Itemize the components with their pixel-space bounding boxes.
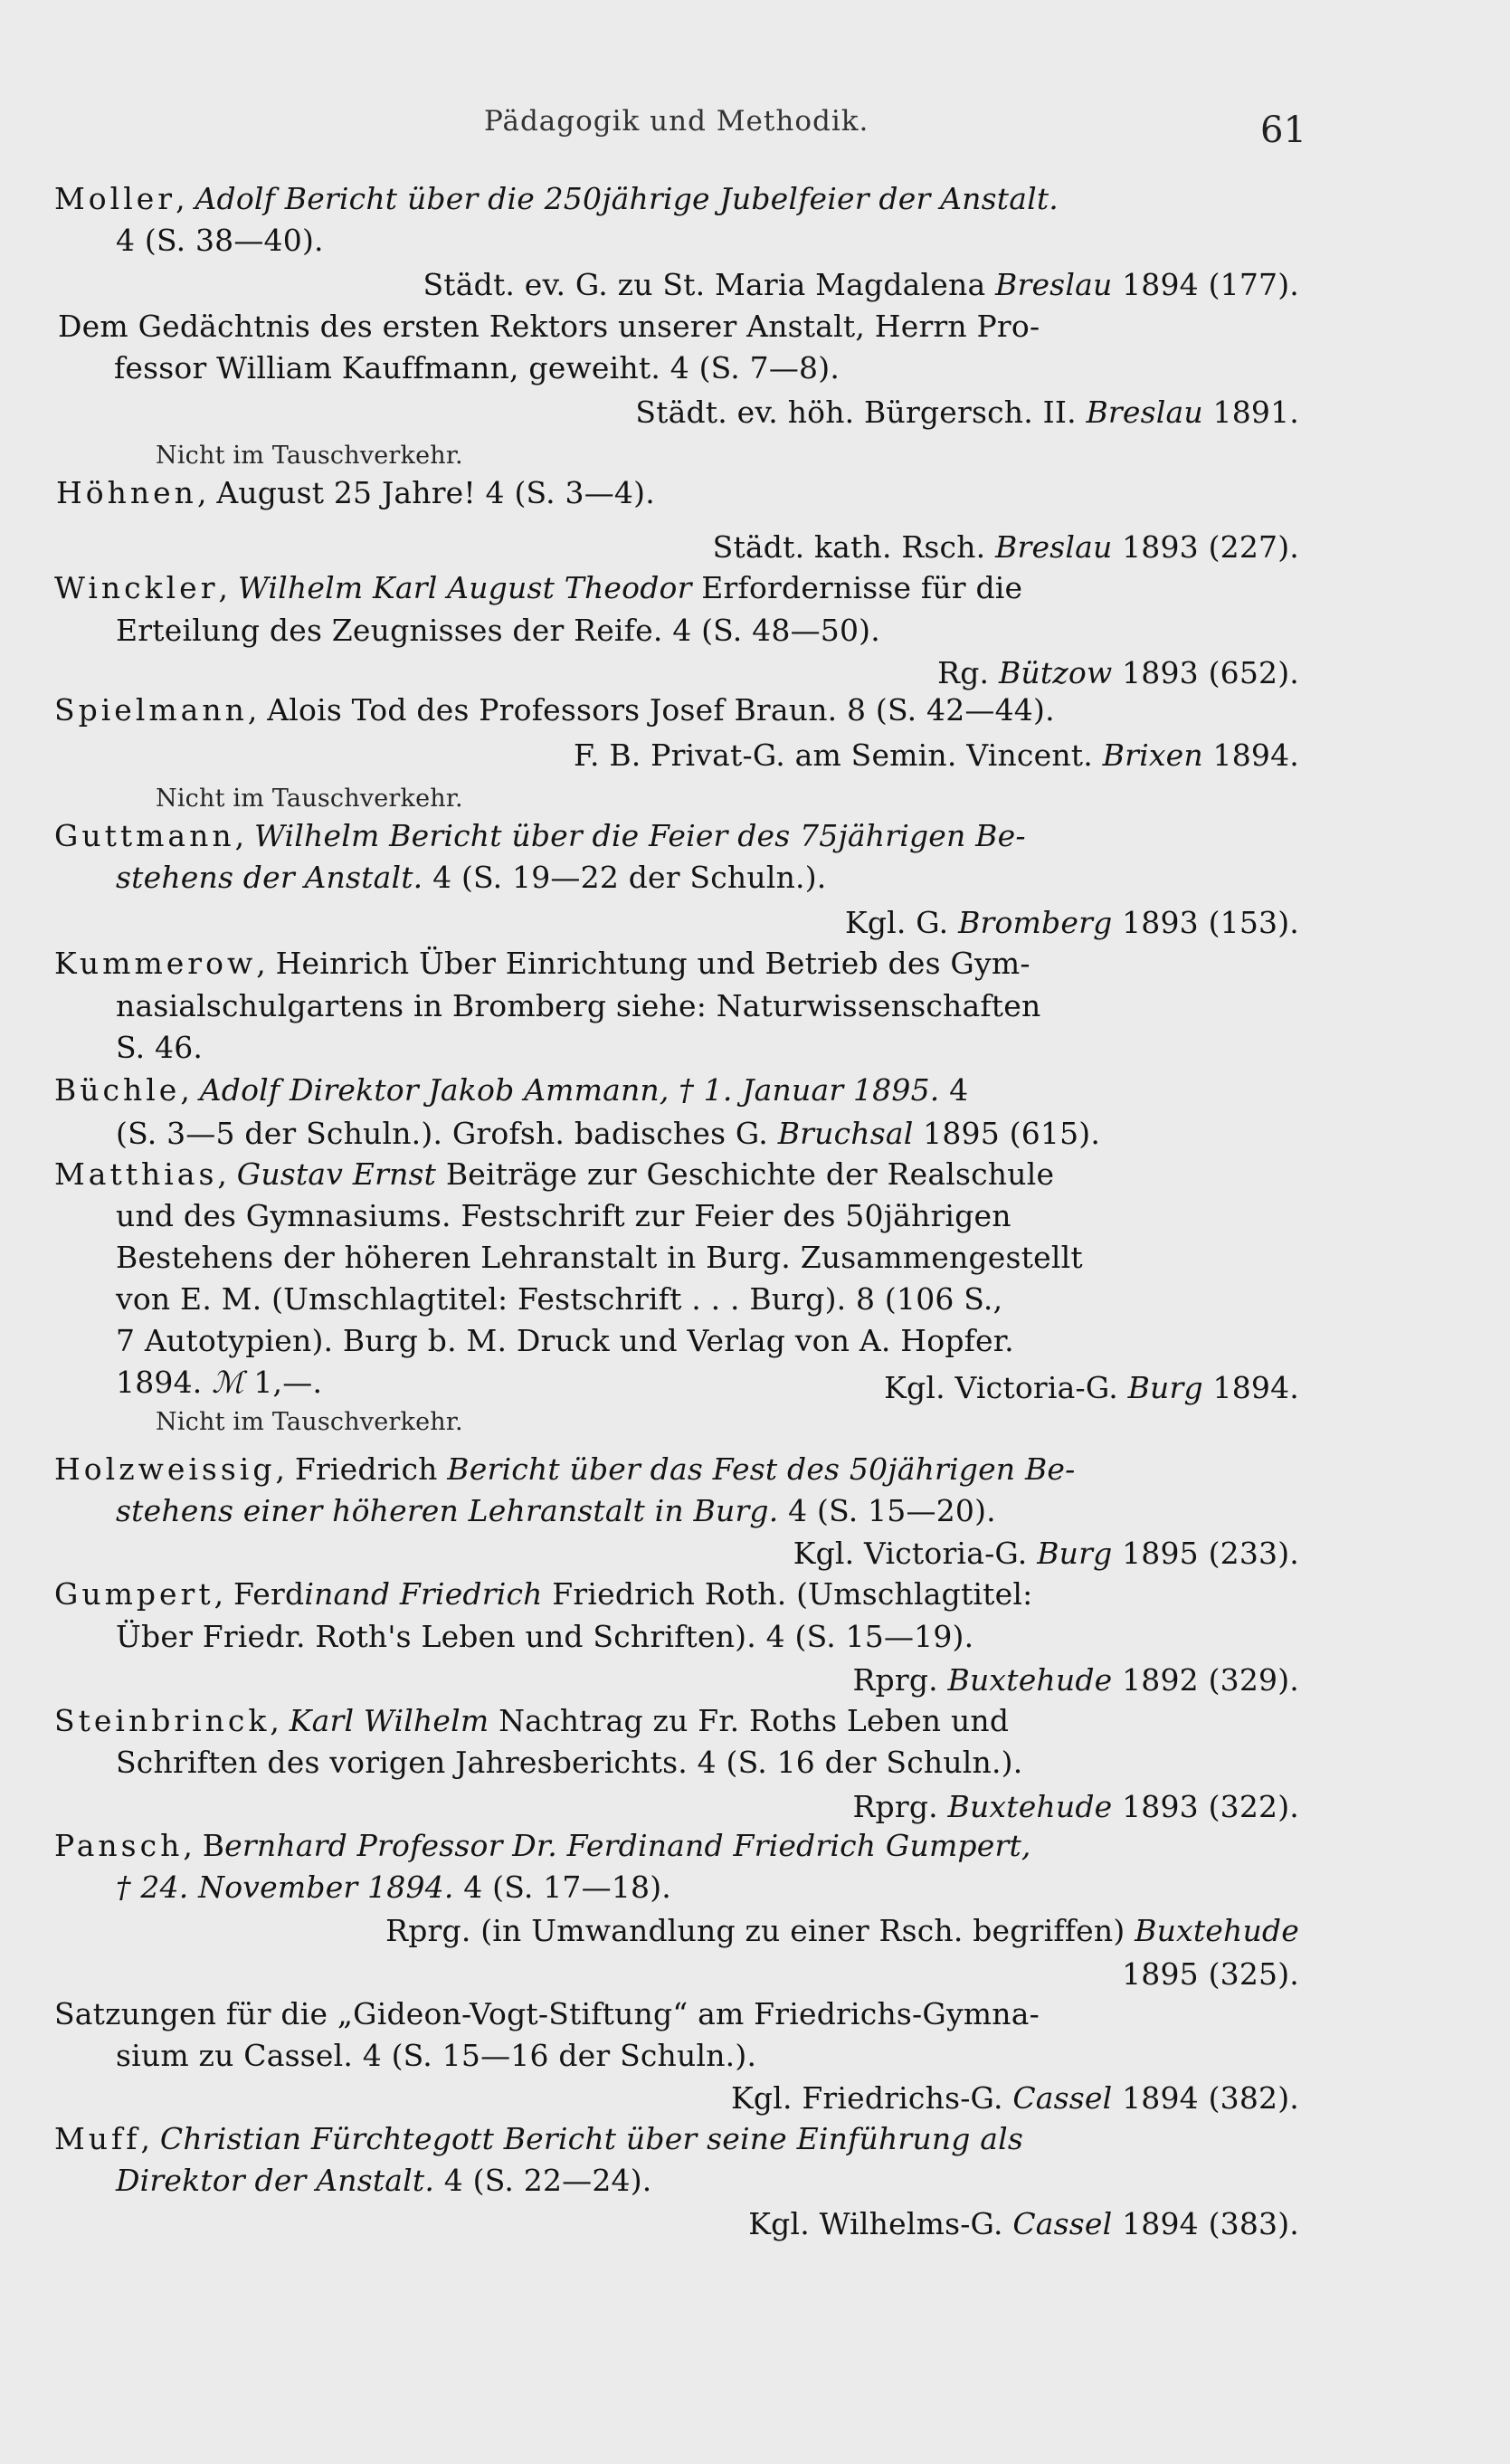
italic-segment: ℳ — [212, 1365, 244, 1400]
entry-line — [116, 1745, 1022, 1781]
author-surname: Holzweissig — [54, 1451, 276, 1487]
text-segment: 1893 (153). — [1112, 905, 1299, 940]
text-segment: , — [270, 1703, 290, 1738]
text-segment: Satzungen für die „Gideon-Vogt-Stiftung“ am Friedrichs-Gymna- — [54, 1996, 1040, 2031]
entry-line — [54, 1156, 1054, 1193]
entry-line — [56, 475, 655, 511]
italic-segment: inand Friedrich — [304, 1576, 543, 1612]
author-surname: Guttmann — [54, 818, 235, 853]
author-surname: Winckler — [54, 570, 219, 605]
text-segment: Nachtrag zu Fr. Roths Leben und — [489, 1703, 1010, 1738]
text-segment: Kgl. Victoria-G. — [793, 1536, 1038, 1571]
text-segment: , Alois Tod des Professors Josef Braun. 8 (S. 42—44). — [247, 692, 1055, 728]
author-surname: Pansch — [54, 1828, 184, 1863]
entry-line — [116, 613, 880, 649]
entry-line — [114, 350, 840, 386]
italic-segment: Wilhelm Bericht über die Feier des 75jährigen Be- — [254, 818, 1026, 853]
author-surname: Kummerow — [54, 946, 257, 981]
text-segment: 1893 (322). — [1112, 1789, 1299, 1824]
text-segment: , — [218, 570, 238, 605]
text-segment: , Ferd — [214, 1576, 305, 1612]
text-segment: Bestehens der höheren Lehranstalt in Burg. Zusammengestellt — [116, 1240, 1083, 1275]
text-segment: und des Gymnasiums. Festschrift zur Feier des 50jährigen — [116, 1198, 1011, 1233]
text-segment: (S. 3—5 der Schuln.). Grofsh. badisches G. — [116, 1116, 778, 1151]
italic-segment: Brixen — [1102, 737, 1203, 773]
text-segment: 4 — [939, 1072, 969, 1108]
italic-segment: Adolf Direktor Jakob Ammann, † 1. Januar 1895. — [199, 1072, 940, 1108]
text-segment: , — [176, 181, 195, 216]
entry-line — [54, 1451, 1075, 1488]
entry-line — [116, 1198, 1011, 1234]
text-segment: , B — [183, 1828, 225, 1863]
text-segment: 4 (S. 19—22 der Schuln.). — [423, 860, 827, 895]
author-surname: Büchle — [54, 1072, 181, 1108]
entry-line — [54, 818, 1026, 854]
text-segment: 4 (S. 22—24). — [434, 2163, 652, 2198]
author-surname: Muff — [54, 2121, 141, 2156]
italic-segment: Wilhelm Karl August Theodor — [237, 570, 692, 605]
entry-line — [116, 1365, 322, 1401]
italic-segment: Breslau — [1086, 395, 1203, 430]
author-surname: Spielmann — [54, 692, 248, 728]
entry-line — [852, 1662, 1299, 1698]
italic-segment: Burg — [1127, 1370, 1203, 1405]
italic-segment: Buxtehude — [947, 1789, 1113, 1824]
entry-line — [116, 2163, 652, 2199]
entry-line — [54, 1996, 1040, 2032]
text-segment: 4 (S. 17—18). — [453, 1869, 671, 1905]
text-segment: nasialschulgartens in Bromberg siehe: Naturwissenschaften — [116, 988, 1041, 1023]
italic-segment: Bützow — [998, 655, 1113, 690]
text-segment: Rprg. — [852, 1662, 948, 1698]
running-header: Pädagogik und Methodik. — [484, 105, 869, 138]
text-segment: Städt. ev. höh. Bürgersch. II. — [635, 395, 1087, 430]
text-segment: 1891. — [1202, 395, 1299, 430]
italic-segment: Breslau — [995, 529, 1113, 565]
entry-line — [156, 435, 463, 474]
entry-line — [116, 860, 826, 896]
text-segment: 4 (S. 15—20). — [778, 1493, 996, 1528]
author-surname: Gumpert — [54, 1576, 214, 1612]
italic-segment: Buxtehude — [1135, 1913, 1299, 1948]
note-text: Nicht im Tauschverkehr. — [156, 1408, 463, 1436]
text-segment: Erfordernisse für die — [691, 570, 1023, 605]
text-segment: von E. M. (Umschlagtitel: Festschrift . . . Burg). 8 (106 S., — [116, 1281, 1003, 1317]
text-segment: Städt. kath. Rsch. — [712, 529, 996, 565]
text-segment: Erteilung des Zeugnisses der Reife. 4 (S. 48—50). — [116, 613, 880, 648]
note-text: Nicht im Tauschverkehr. — [156, 785, 463, 813]
entry-line — [1122, 1956, 1299, 1993]
entry-line — [385, 1913, 1299, 1949]
italic-segment: Cassel — [1012, 2080, 1113, 2116]
text-segment: Kgl. Wilhelms-G. — [748, 2206, 1013, 2241]
text-segment: S. 46. — [116, 1030, 204, 1065]
italic-segment: Adolf Bericht über die 250jährige Jubelfeier der Anstalt. — [195, 181, 1059, 216]
text-segment: 1894. — [1202, 737, 1299, 773]
text-segment: , Friedrich — [275, 1451, 448, 1487]
entry-line — [748, 2206, 1299, 2242]
entry-line — [54, 570, 1022, 606]
text-segment: Schriften des vorigen Jahresberichts. 4 (S. 16 der Schuln.). — [116, 1745, 1023, 1780]
text-segment: , — [140, 2121, 160, 2156]
entry-line — [852, 1789, 1299, 1825]
text-segment: 7 Autotypien). Burg b. M. Druck und Verlag von A. Hopfer. — [116, 1323, 1014, 1358]
entry-line — [116, 1493, 996, 1529]
entry-line — [54, 2121, 1023, 2157]
text-segment: 1894 (177). — [1112, 267, 1299, 302]
italic-segment: Direktor der Anstalt. — [116, 2163, 435, 2198]
text-segment: 1895 (615). — [913, 1116, 1101, 1151]
text-segment: , August 25 Jahre! 4 (S. 3—4). — [196, 475, 655, 510]
text-segment: Rprg. (in Umwandlung zu einer Rsch. begriffen) — [385, 1913, 1135, 1948]
text-segment: Rg. — [937, 655, 999, 690]
italic-segment: Burg — [1037, 1536, 1113, 1571]
text-segment: 1,—. — [243, 1365, 323, 1400]
entry-line — [116, 1030, 203, 1066]
entry-line — [54, 181, 1059, 217]
italic-segment: stehens einer höheren Lehranstalt in Burg. — [116, 1493, 779, 1528]
entry-line — [54, 1576, 1032, 1613]
text-segment: , Heinrich Über Einrichtung und Betrieb des Gym- — [256, 946, 1030, 981]
entry-line — [54, 1072, 968, 1108]
italic-segment: Bruchsal — [777, 1116, 914, 1151]
text-segment: 1892 (329). — [1112, 1662, 1299, 1698]
entry-line — [54, 946, 1030, 982]
text-segment: Dem Gedächtnis des ersten Rektors unserer Anstalt, Herrn Pro- — [58, 309, 1040, 344]
italic-segment: Breslau — [995, 267, 1113, 302]
text-segment: 4 (S. 38—40). — [116, 223, 324, 258]
text-segment: 1894. — [116, 1365, 213, 1400]
italic-segment: † 24. November 1894. — [116, 1869, 454, 1905]
italic-segment: Karl Wilhelm — [289, 1703, 489, 1738]
entry-line — [884, 1370, 1299, 1406]
entry-line — [116, 1240, 1083, 1276]
text-segment: 1894. — [1202, 1370, 1299, 1405]
entry-line — [116, 1281, 1002, 1318]
entry-line — [731, 2080, 1299, 2117]
italic-segment: Cassel — [1012, 2206, 1113, 2241]
entry-line — [156, 778, 463, 817]
page-number: 61 — [1260, 109, 1307, 151]
text-segment: Friedrich Roth. (Umschlagtitel: — [542, 1576, 1033, 1612]
author-surname: Moller — [54, 181, 176, 216]
text-segment: Über Friedr. Roth's Leben und Schriften). 4 (S. 15—19). — [116, 1619, 974, 1654]
text-segment: Städt. ev. G. zu St. Maria Magdalena — [423, 267, 996, 302]
text-segment: 1894 (383). — [1112, 2206, 1299, 2241]
italic-segment: stehens der Anstalt. — [116, 860, 423, 895]
entry-line — [54, 1828, 1031, 1864]
text-segment: , — [234, 818, 255, 853]
text-segment: Kgl. Victoria-G. — [884, 1370, 1128, 1405]
text-segment: 1893 (227). — [1112, 529, 1299, 565]
text-segment: 1895 (325). — [1122, 1956, 1299, 1992]
text-segment: , — [180, 1072, 200, 1108]
author-surname: Steinbrinck — [54, 1703, 271, 1738]
note-text: Nicht im Tauschverkehr. — [156, 442, 463, 470]
entry-line — [54, 1703, 1009, 1739]
entry-line — [116, 1323, 1014, 1359]
italic-segment: Gustav Ernst — [236, 1156, 437, 1192]
entry-line — [635, 395, 1299, 431]
text-segment: 1895 (233). — [1112, 1536, 1299, 1571]
text-segment: 1894 (382). — [1112, 2080, 1299, 2116]
entry-line — [937, 655, 1299, 691]
text-segment: Beiträge zur Geschichte der Realschule — [436, 1156, 1055, 1192]
italic-segment: ernhard Professor Dr. Ferdinand Friedrich Gumpert, — [224, 1828, 1031, 1863]
author-surname: Höhnen — [56, 475, 197, 510]
text-segment: 1893 (652). — [1112, 655, 1299, 690]
entry-line — [116, 2038, 756, 2074]
entry-line — [116, 988, 1040, 1024]
entry-line — [116, 1869, 671, 1906]
text-segment: Rprg. — [852, 1789, 948, 1824]
entry-line — [116, 223, 324, 259]
entry-line — [713, 529, 1299, 566]
entry-line — [116, 1116, 1100, 1152]
italic-segment: Christian Fürchtegott Bericht über seine Einführung als — [159, 2121, 1024, 2156]
entry-line — [54, 692, 1055, 728]
entry-line — [845, 905, 1299, 941]
text-segment: sium zu Cassel. 4 (S. 15—16 der Schuln.). — [116, 2038, 757, 2073]
italic-segment: Buxtehude — [947, 1662, 1113, 1698]
entry-line — [116, 1619, 973, 1655]
text-segment: fessor William Kauffmann, geweiht. 4 (S. 7—8). — [114, 350, 840, 385]
entry-line — [156, 1402, 463, 1441]
italic-segment: Bericht über das Fest des 50jährigen Be- — [447, 1451, 1076, 1487]
entry-line — [423, 267, 1300, 303]
author-surname: Matthias — [54, 1156, 218, 1192]
italic-segment: Bromberg — [958, 905, 1113, 940]
entry-line — [793, 1536, 1299, 1572]
text-segment: Kgl. Friedrichs-G. — [731, 2080, 1013, 2116]
entry-line — [58, 309, 1040, 345]
text-segment: Kgl. G. — [844, 905, 959, 940]
text-segment: F. B. Privat-G. am Semin. Vincent. — [574, 737, 1103, 773]
entry-line — [574, 737, 1299, 774]
text-segment: , — [217, 1156, 237, 1192]
